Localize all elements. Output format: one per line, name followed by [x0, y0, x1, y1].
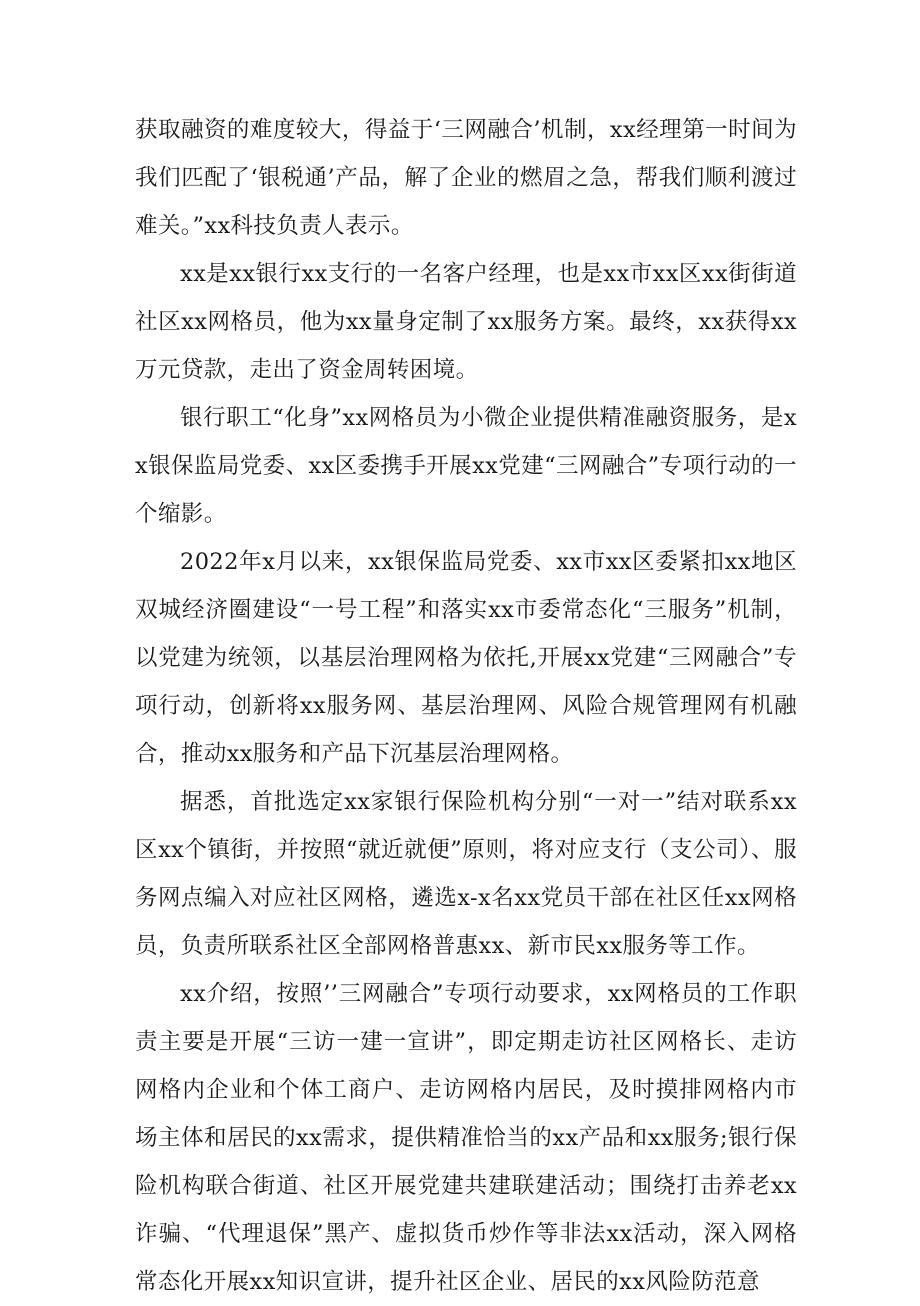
paragraph-1: 获取融资的难度较大，得益于‘三网融合’机制，xx经理第一时间为我们匹配了‘银税通’产品，解了企业的燃眉之急，帮我们顺利渡过难关。”xx科技负责人表示。 — [135, 117, 797, 239]
paragraph-6: xx介绍，按照’’三网融合”专项行动要求，xx网格员的工作职责主要是开展“三访一建一宣讲”，即定期走访社区网格长、走访网格内企业和个体工商户、走访网格内居民，及时摸排网格内市场主体和居民的xx需求，提供精准恰当的xx产品和xx服务;银行保险机构联合街道、社区开展党建共建联建活动；围绕打击养老xx诈骗、“代理退保”黑产、虚拟货币炒作等非法xx活动，深入网格常态化开展xx知识宣讲，提升社区企业、居民的xx风险防范意 — [135, 981, 797, 1295]
paragraph-4: 2022年x月以来，xx银保监局党委、xx市xx区委紧扣xx地区双城经济圈建设“一号工程”和落实xx市委常态化“三服务”机制，以党建为统领，以基层治理网格为依托,开展xx党建“三网融合”专项行动，创新将xx服务网、基层治理网、风险合规管理网有机融合，推动xx服务和产品下沉基层治理网格。 — [135, 549, 797, 767]
paragraph-2: xx是xx银行xx支行的一名客户经理，也是xx市xx区xx街街道社区xx网格员，他为xx量身定制了xx服务方案。最终，xx获得xx万元贷款，走出了资金周转困境。 — [135, 261, 797, 383]
paragraph-5: 据悉，首批选定xx家银行保险机构分别“一对一”结对联系xx区xx个镇街，并按照“就近就便”原则，将对应支行（支公司）、服务网点编入对应社区网格，遴选x-x名xx党员干部在社区任xx网格员，负责所联系社区全部网格普惠xx、新市民xx服务等工作。 — [135, 789, 797, 959]
document-body — [135, 106, 797, 1306]
paragraph-3: 银行职工“化身”xx网格员为小微企业提供精准融资服务，是xx银保监局党委、xx区委携手开展xx党建“三网融合”专项行动的一个缩影。 — [135, 405, 797, 527]
